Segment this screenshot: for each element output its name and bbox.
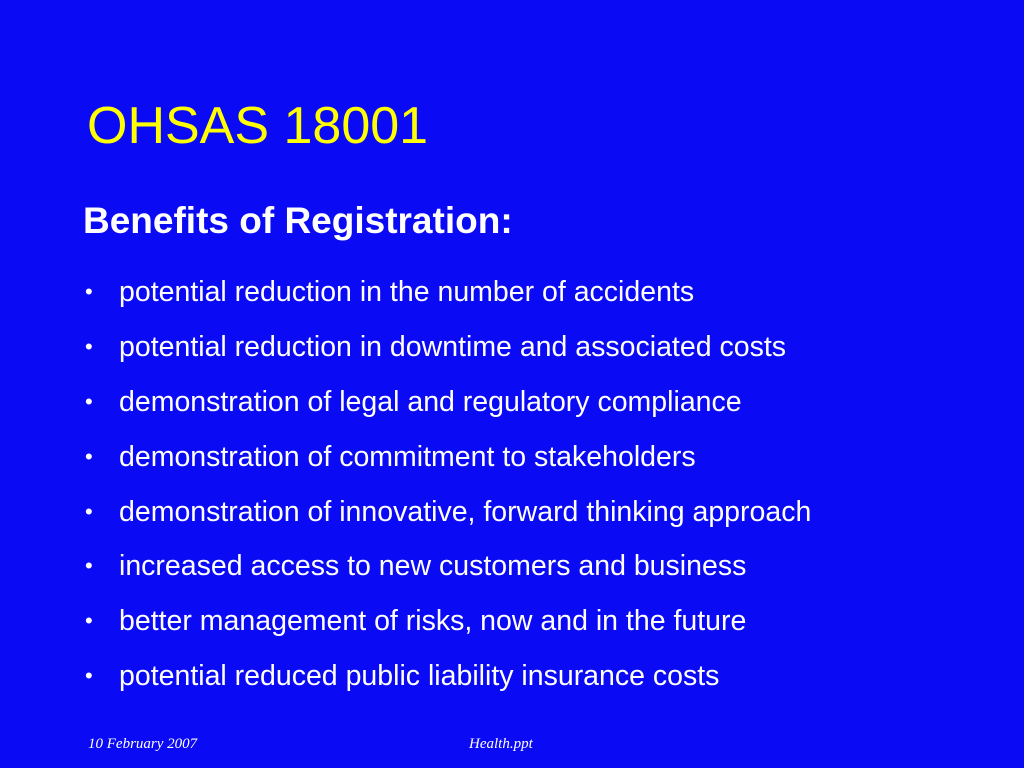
footer-date: 10 February 2007 — [88, 736, 198, 752]
bullet-item — [82, 661, 811, 716]
bullet-icon: • — [85, 388, 93, 414]
slide-subtitle: Benefits of Registration: — [83, 200, 513, 241]
bullet-item — [82, 387, 811, 442]
bullet-icon: • — [85, 279, 93, 304]
slide-title: OHSAS 18001 — [87, 97, 429, 155]
bullet-text: potential reduction in downtime and associated costs — [119, 330, 786, 363]
bullet-icon: • — [85, 608, 93, 634]
bullet-item — [82, 551, 811, 606]
bullet-text: potential reduced public liability insurance costs — [119, 660, 720, 693]
bullet-text: better management of risks, now and in the future — [119, 605, 747, 638]
bullet-text: demonstration of innovative, forward thinking approach — [119, 495, 812, 528]
bullet-list — [82, 277, 811, 716]
bullet-text: increased access to new customers and business — [119, 550, 747, 583]
bullet-text: potential reduction in the number of accidents — [119, 276, 695, 308]
bullet-item — [82, 442, 811, 497]
bullet-item — [82, 332, 811, 387]
bullet-icon: • — [85, 498, 93, 524]
bullet-text: demonstration of legal and regulatory compliance — [119, 385, 742, 418]
bullet-item — [82, 497, 811, 552]
footer-filename: Health.ppt — [469, 736, 533, 752]
bullet-icon: • — [85, 553, 93, 579]
bullet-item — [82, 277, 811, 332]
bullet-icon: • — [85, 333, 93, 359]
bullet-item — [82, 606, 811, 661]
bullet-icon: • — [85, 443, 93, 469]
bullet-text: demonstration of commitment to stakeholders — [119, 440, 696, 473]
bullet-icon: • — [85, 663, 93, 689]
